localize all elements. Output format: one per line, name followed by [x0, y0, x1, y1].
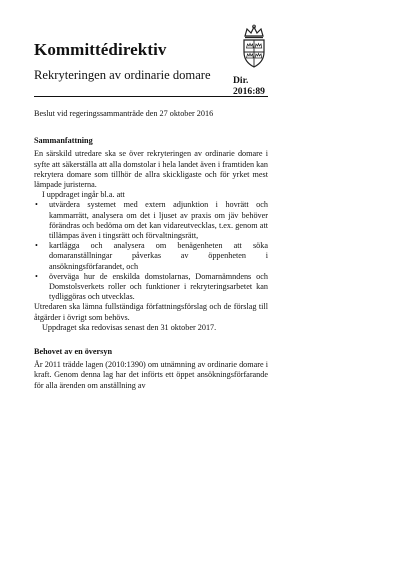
deadline-text: Uppdraget ska redovisas senast den 31 oktober 2017. [42, 322, 217, 332]
list-item: • överväga hur de enskilda domstolarnas, Domarnämndens och Domstolsverkets roller och funktioner i rekryteringsarbetet kan tydliggöras och utvecklas. [34, 272, 268, 303]
swedish-coat-of-arms-icon [234, 24, 274, 70]
list-item: • utvärdera systemet med extern adjunktion i hovrätt och kammarrätt, analysera om det i ljuset av praxis om jäv behöver förändras och bedöma om det kan vidareutvecklas, t.ex. genom att tillämpas även i tingsrätt och förvaltningsrätt, [34, 200, 268, 241]
document-title: Kommittédirektiv [34, 40, 167, 59]
summary-intro: En särskild utredare ska se över rekryteringen av ordinarie domare i syfte att säkerställa att alla domstolar i hela landet även i framtiden kan rekrytera domare som tillhör de allra skickligaste och för yrket mest lämpade juristerna. [34, 149, 268, 190]
summary-heading: Sammanfattning [34, 136, 93, 146]
document-subtitle: Rekryteringen av ordinarie domare [34, 68, 211, 82]
directive-number: 2016:89 [233, 86, 265, 97]
review-heading: Behovet av en översyn [34, 347, 113, 357]
tasks-lead: I uppdraget ingår bl.a. att [42, 190, 125, 200]
decision-line: Beslut vid regeringssammanträde den 27 oktober 2016 [34, 109, 214, 118]
review-text: År 2011 trädde lagen (2010:1390) om utnämning av ordinarie domare i kraft. Genom denna lag har det införts ett öppet ansökningsförfarande för alla ärenden om anställning av [34, 360, 268, 390]
proposals-text: Utredaren ska lämna fullständiga författningsförslag och de förslag till åtgärder i övrigt som behövs. [34, 302, 268, 322]
document-body [34, 109, 268, 391]
directive-number-block [233, 75, 267, 97]
task-list [34, 200, 268, 302]
header-divider [34, 96, 268, 97]
list-item: • kartlägga och analysera om benägenheten att söka domaranställningar påverkas av öppenheten i ansökningsförfarandet, och [34, 241, 268, 272]
directive-label: Dir. [233, 75, 249, 86]
